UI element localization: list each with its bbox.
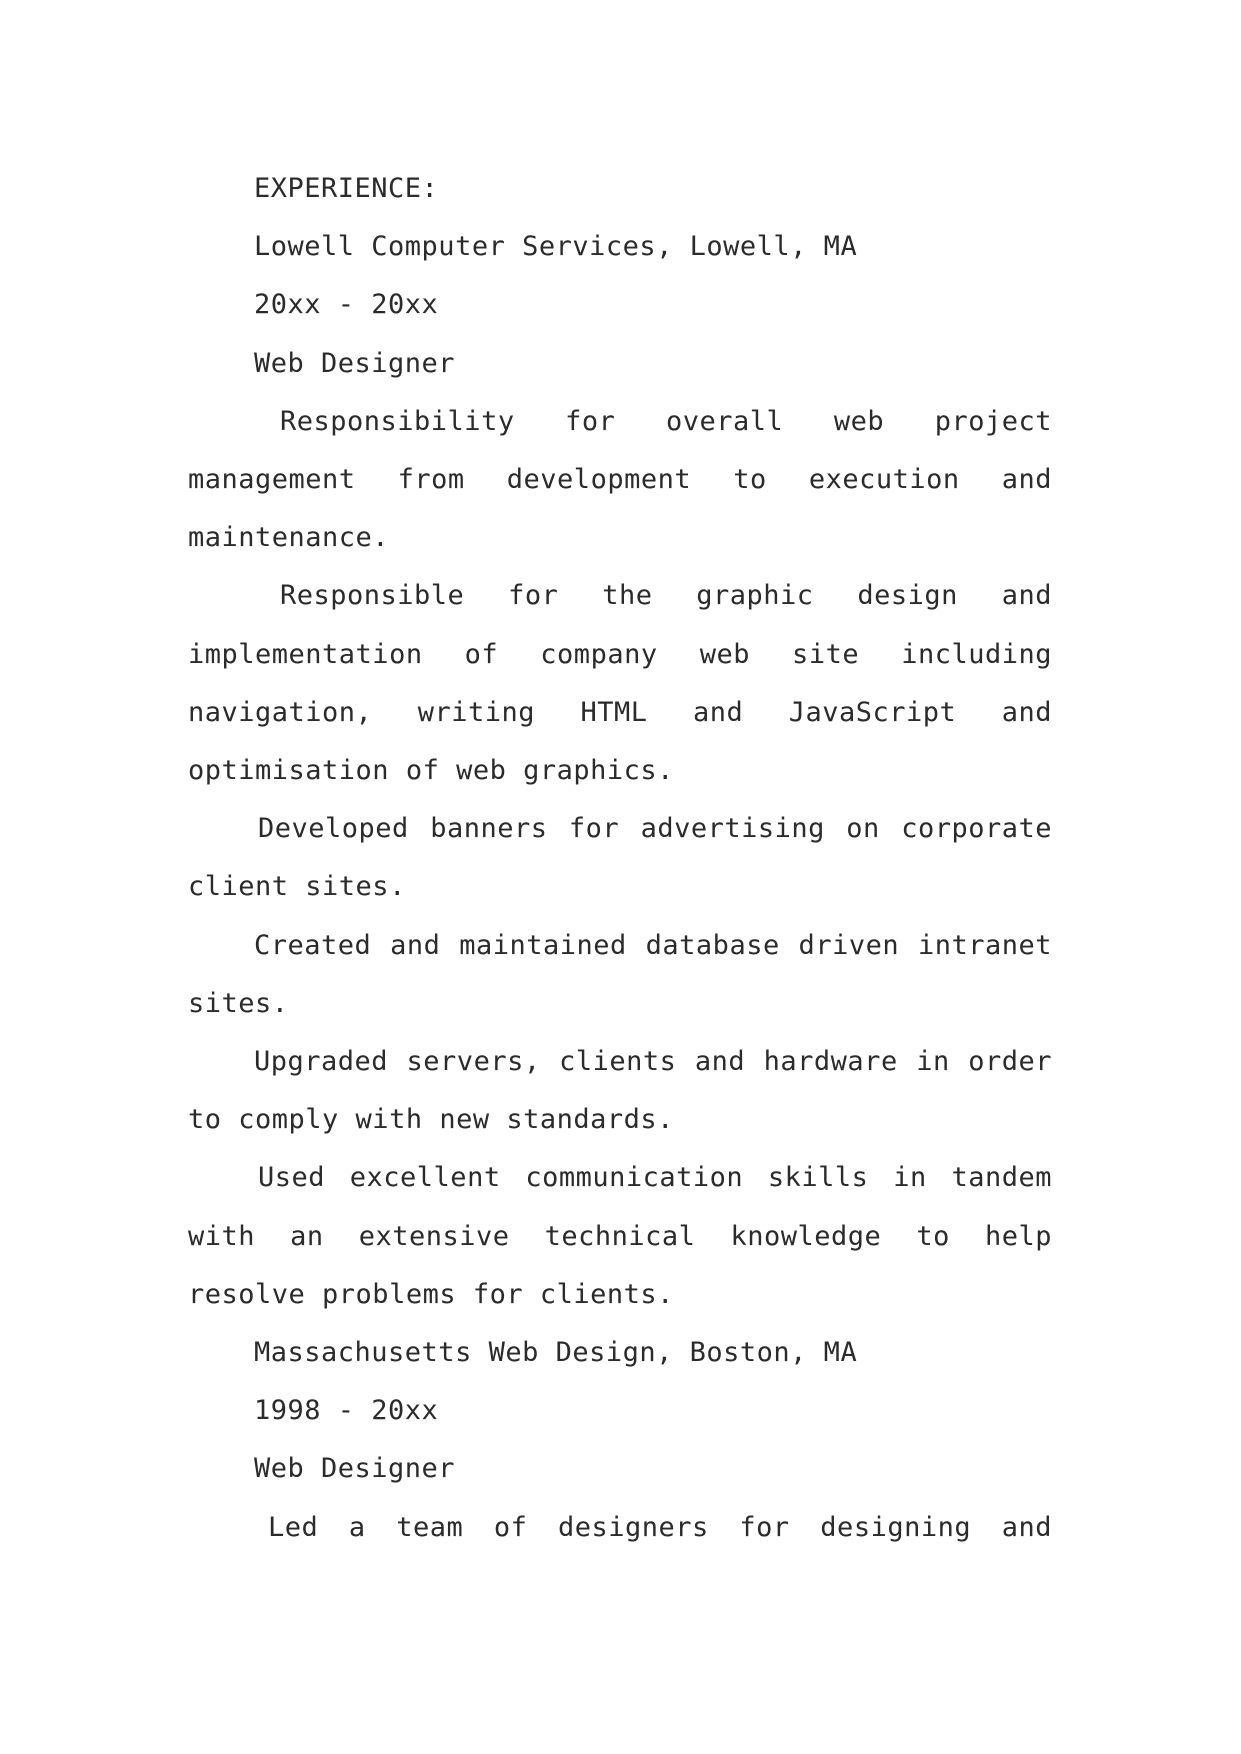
job2-bullet-1: Led a team of designers for designing and: [268, 1511, 1052, 1543]
job2-company: Massachusetts Web Design, Boston, MA: [254, 1337, 858, 1369]
job1-bullet-5: Upgraded servers, clients and hardware in order to comply with new standards.: [188, 1046, 1052, 1136]
job1-dates: 20xx - 20xx: [254, 289, 439, 321]
job1-bullet-4: Created and maintained database driven intranet sites.: [188, 929, 1052, 1019]
job1-bullet-3: Developed banners for advertising on corporate client sites.: [188, 813, 1052, 903]
job1-title: Web Designer: [254, 347, 456, 379]
job1-bullet-2: Responsible for the graphic design and implementation of company web site including navigation, writing HTML and JavaScript and optimisation of web graphics.: [188, 580, 1052, 787]
job1-bullet-6: Used excellent communication skills in tandem with an extensive technical knowledge to help resolve problems for clients.: [188, 1162, 1052, 1310]
experience-heading: EXPERIENCE:: [254, 173, 439, 204]
job1-bullet-1: Responsibility for overall web project management from development to execution and maintenance.: [188, 405, 1052, 554]
resume-experience-section: [188, 160, 1052, 1557]
job2-dates: 1998 - 20xx: [254, 1395, 439, 1427]
job1-company: Lowell Computer Services, Lowell, MA: [254, 231, 858, 263]
job2-title: Web Designer: [254, 1453, 456, 1485]
